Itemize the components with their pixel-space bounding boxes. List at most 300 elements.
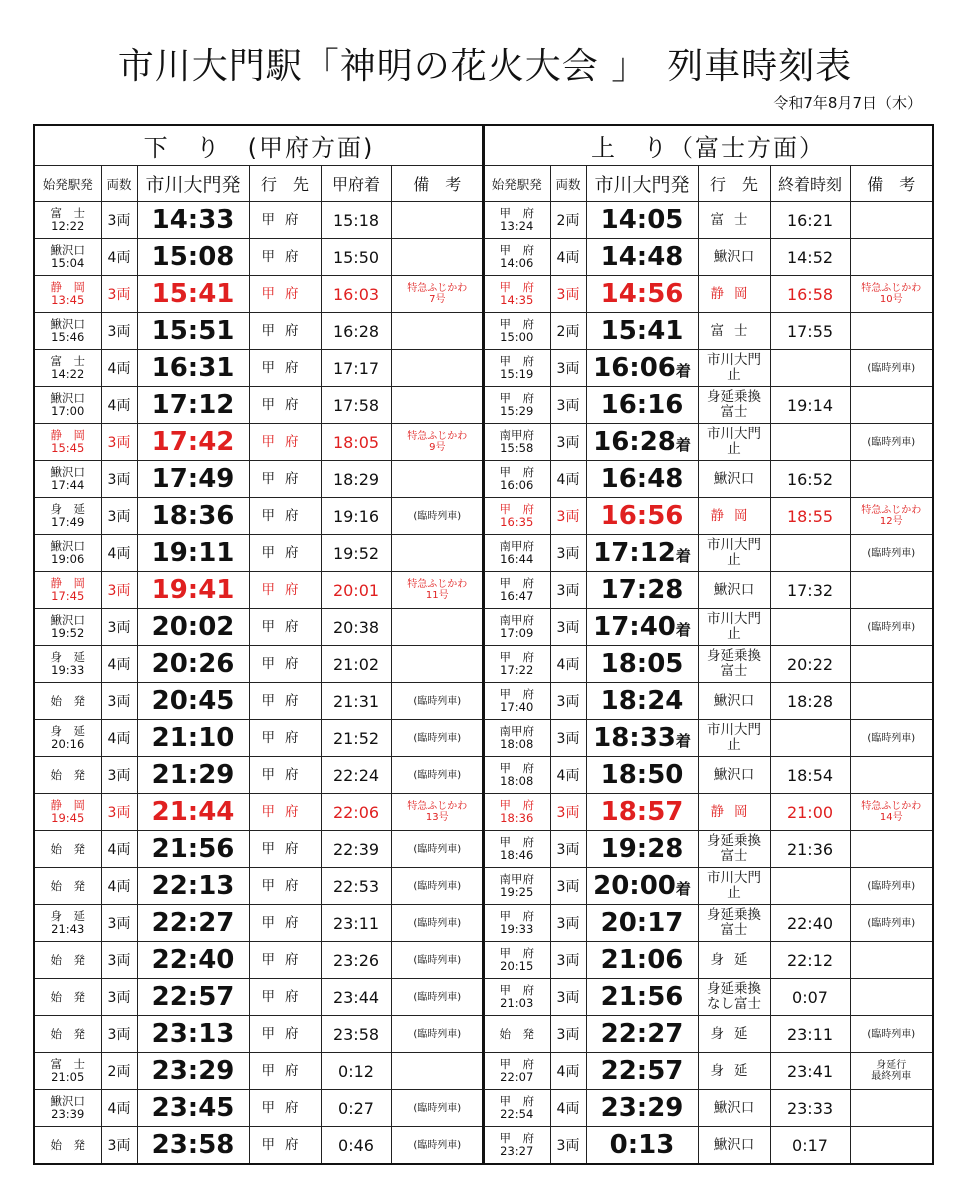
note-cell: (臨時列車)	[391, 868, 484, 905]
table-row	[483, 1127, 933, 1165]
departure-time	[137, 498, 249, 535]
departure-time-value: 20:45	[151, 686, 235, 716]
col-cars: 両数	[550, 166, 586, 202]
departure-time-value: 15:08	[151, 242, 235, 272]
origin-cell: 始 発	[34, 831, 101, 868]
note-cell: (臨時列車)	[850, 720, 933, 757]
col-destination: 行 先	[698, 166, 770, 202]
departure-time-value: 23:45	[151, 1093, 235, 1123]
departure-time-value: 16:06	[593, 353, 676, 383]
table-row	[34, 683, 484, 720]
table-row	[34, 905, 484, 942]
arrival-time: 0:12	[321, 1053, 391, 1090]
note-cell	[391, 535, 484, 572]
note-cell: (臨時列車)	[391, 979, 484, 1016]
departure-time-value: 20:26	[151, 649, 235, 679]
origin-cell: 甲 府 19:33	[483, 905, 550, 942]
arrival-time: 0:07	[770, 979, 850, 1016]
note-cell: 特急ふじかわ 13号	[391, 794, 484, 831]
table-row	[483, 683, 933, 720]
origin-cell: 鰍沢口 19:52	[34, 609, 101, 646]
destination-cell: 甲府	[249, 350, 321, 387]
note-cell	[850, 202, 933, 239]
table-row	[483, 424, 933, 461]
origin-cell: 富 士 21:05	[34, 1053, 101, 1090]
arrival-mark: 着	[675, 621, 691, 639]
arrival-mark: 着	[675, 880, 691, 898]
destination-cell: 静岡	[698, 276, 770, 313]
note-cell	[850, 239, 933, 276]
note-cell: (臨時列車)	[391, 1016, 484, 1053]
origin-cell: 静 岡 13:45	[34, 276, 101, 313]
table-row	[483, 942, 933, 979]
destination-cell: 鰍沢口	[698, 1127, 770, 1165]
origin-cell: 甲 府 21:03	[483, 979, 550, 1016]
arrival-time	[770, 535, 850, 572]
origin-cell: 始 発	[34, 757, 101, 794]
cars-cell: 4両	[550, 1090, 586, 1127]
origin-cell: 甲 府 23:27	[483, 1127, 550, 1165]
destination-cell: 市川大門 止	[698, 424, 770, 461]
departure-time-value: 17:40	[593, 612, 676, 642]
arrival-time: 23:11	[321, 905, 391, 942]
cars-cell: 4両	[550, 239, 586, 276]
departure-time	[586, 1053, 698, 1090]
origin-cell: 甲 府 15:19	[483, 350, 550, 387]
departure-time	[586, 313, 698, 350]
table-row	[34, 942, 484, 979]
note-cell: (臨時列車)	[850, 350, 933, 387]
table-row	[34, 794, 484, 831]
note-cell: (臨時列車)	[850, 535, 933, 572]
note-cell	[850, 683, 933, 720]
departure-time-value: 18:05	[600, 649, 684, 679]
note-cell: (臨時列車)	[391, 720, 484, 757]
table-row	[34, 535, 484, 572]
table-row	[34, 498, 484, 535]
origin-cell: 南甲府 15:58	[483, 424, 550, 461]
table-row	[483, 720, 933, 757]
destination-cell: 甲府	[249, 720, 321, 757]
departure-time-value: 20:02	[151, 612, 235, 642]
departure-time-value: 21:56	[600, 982, 684, 1012]
departure-time-value: 18:57	[600, 797, 684, 827]
note-cell	[850, 572, 933, 609]
arrival-time: 21:31	[321, 683, 391, 720]
departure-time-value: 22:13	[151, 871, 235, 901]
departure-time	[137, 313, 249, 350]
destination-cell: 身延乗換 なし富士	[698, 979, 770, 1016]
timetable-date: 令和7年8月7日（木）	[773, 94, 922, 112]
departure-time	[586, 202, 698, 239]
note-cell	[391, 387, 484, 424]
note-cell: (臨時列車)	[391, 1090, 484, 1127]
note-cell	[850, 1127, 933, 1165]
departure-time	[137, 757, 249, 794]
departure-time	[137, 979, 249, 1016]
note-cell	[850, 387, 933, 424]
origin-cell: 甲 府 14:06	[483, 239, 550, 276]
arrival-time: 23:33	[770, 1090, 850, 1127]
note-cell: 特急ふじかわ 10号	[850, 276, 933, 313]
departure-time-value: 16:28	[593, 427, 676, 457]
table-row	[34, 1016, 484, 1053]
cars-cell: 3両	[550, 979, 586, 1016]
arrival-time: 19:16	[321, 498, 391, 535]
departure-time	[586, 868, 698, 905]
arrival-time: 20:38	[321, 609, 391, 646]
departure-time	[137, 905, 249, 942]
cars-cell: 4両	[550, 757, 586, 794]
table-row	[483, 313, 933, 350]
table-row	[483, 1053, 933, 1090]
arrival-time: 18:54	[770, 757, 850, 794]
origin-cell: 甲 府 18:46	[483, 831, 550, 868]
departure-time-value: 21:10	[151, 723, 235, 753]
cars-cell: 3両	[101, 1016, 137, 1053]
origin-cell: 始 発	[483, 1016, 550, 1053]
departure-time-value: 0:13	[609, 1130, 675, 1160]
origin-cell: 身 延 20:16	[34, 720, 101, 757]
departure-time-value: 21:56	[151, 834, 235, 864]
origin-cell: 甲 府 16:35	[483, 498, 550, 535]
table-row	[34, 350, 484, 387]
destination-cell: 鰍沢口	[698, 683, 770, 720]
note-cell: (臨時列車)	[850, 424, 933, 461]
arrival-time: 0:17	[770, 1127, 850, 1165]
cars-cell: 4両	[550, 1053, 586, 1090]
destination-cell: 甲府	[249, 609, 321, 646]
origin-cell: 鰍沢口 15:04	[34, 239, 101, 276]
departure-time	[586, 831, 698, 868]
table-row	[483, 239, 933, 276]
departure-time	[137, 609, 249, 646]
departure-time-value: 17:28	[600, 575, 684, 605]
departure-time-value: 23:29	[151, 1056, 235, 1086]
cars-cell: 4両	[101, 831, 137, 868]
destination-cell: 甲府	[249, 831, 321, 868]
departure-time	[137, 868, 249, 905]
cars-cell: 3両	[101, 979, 137, 1016]
departure-time	[137, 1127, 249, 1165]
departure-time	[586, 979, 698, 1016]
col-departure: 市川大門発	[586, 166, 698, 202]
note-cell: 身延行 最終列車	[850, 1053, 933, 1090]
departure-time-value: 17:12	[593, 538, 676, 568]
origin-cell: 甲 府 17:40	[483, 683, 550, 720]
table-row	[483, 905, 933, 942]
cars-cell: 3両	[101, 794, 137, 831]
arrival-time: 18:29	[321, 461, 391, 498]
cars-cell: 4両	[101, 387, 137, 424]
destination-cell: 甲府	[249, 572, 321, 609]
note-cell	[391, 313, 484, 350]
arrival-time: 20:01	[321, 572, 391, 609]
departure-time-value: 17:12	[151, 390, 235, 420]
note-cell	[391, 646, 484, 683]
note-cell: (臨時列車)	[850, 868, 933, 905]
cars-cell: 3両	[550, 424, 586, 461]
destination-cell: 市川大門 止	[698, 609, 770, 646]
table-row	[483, 979, 933, 1016]
page-title: 市川大門駅「神明の花火大会 」 列車時刻表	[117, 46, 853, 87]
arrival-time: 15:18	[321, 202, 391, 239]
departure-time	[586, 239, 698, 276]
note-cell: 特急ふじかわ 7号	[391, 276, 484, 313]
destination-cell: 甲府	[249, 1053, 321, 1090]
origin-cell: 始 発	[34, 868, 101, 905]
arrival-time: 0:27	[321, 1090, 391, 1127]
departure-time	[137, 276, 249, 313]
cars-cell: 2両	[550, 313, 586, 350]
departure-time-value: 15:51	[151, 316, 235, 346]
arrival-time: 23:44	[321, 979, 391, 1016]
origin-cell: 南甲府 17:09	[483, 609, 550, 646]
table-row	[34, 1090, 484, 1127]
destination-cell: 静岡	[698, 794, 770, 831]
table-row	[483, 498, 933, 535]
origin-cell: 甲 府 18:08	[483, 757, 550, 794]
departure-time	[586, 276, 698, 313]
note-cell	[391, 239, 484, 276]
table-row	[483, 350, 933, 387]
departure-time-value: 22:27	[151, 908, 235, 938]
departure-time-value: 18:50	[600, 760, 684, 790]
departure-time-value: 16:48	[600, 464, 684, 494]
destination-cell: 甲府	[249, 313, 321, 350]
table-row	[34, 720, 484, 757]
destination-cell: 甲府	[249, 387, 321, 424]
arrival-time: 21:00	[770, 794, 850, 831]
origin-cell: 鰍沢口 15:46	[34, 313, 101, 350]
departure-time	[586, 572, 698, 609]
cars-cell: 3両	[101, 498, 137, 535]
cars-cell: 4両	[550, 646, 586, 683]
origin-cell: 身 延 17:49	[34, 498, 101, 535]
cars-cell: 3両	[550, 572, 586, 609]
arrival-time: 21:52	[321, 720, 391, 757]
departure-time	[586, 942, 698, 979]
arrival-time	[770, 720, 850, 757]
origin-cell: 甲 府 22:54	[483, 1090, 550, 1127]
cars-cell: 4両	[101, 720, 137, 757]
departure-time-value: 18:33	[593, 723, 676, 753]
arrival-time	[770, 609, 850, 646]
departure-time-value: 17:42	[151, 427, 235, 457]
table-row	[483, 276, 933, 313]
departure-time-value: 18:36	[151, 501, 235, 531]
table-row	[34, 239, 484, 276]
col-destination: 行 先	[249, 166, 321, 202]
cars-cell: 3両	[101, 609, 137, 646]
note-cell: (臨時列車)	[391, 757, 484, 794]
table-row	[34, 276, 484, 313]
table-row	[483, 1090, 933, 1127]
note-cell: (臨時列車)	[391, 683, 484, 720]
note-cell: (臨時列車)	[391, 498, 484, 535]
departure-time-value: 21:29	[151, 760, 235, 790]
arrival-time: 22:12	[770, 942, 850, 979]
table-row	[483, 1016, 933, 1053]
departure-time	[586, 609, 698, 646]
arrival-time: 16:58	[770, 276, 850, 313]
cars-cell: 3両	[550, 1127, 586, 1165]
arrival-time: 22:06	[321, 794, 391, 831]
note-cell	[391, 350, 484, 387]
table-row	[34, 1053, 484, 1090]
origin-cell: 始 発	[34, 683, 101, 720]
destination-cell: 身延乗換 富士	[698, 831, 770, 868]
origin-cell: 始 発	[34, 1127, 101, 1165]
arrival-time: 22:53	[321, 868, 391, 905]
destination-cell: 身延乗換 富士	[698, 646, 770, 683]
origin-cell: 静 岡 19:45	[34, 794, 101, 831]
departure-time	[137, 424, 249, 461]
note-cell: (臨時列車)	[391, 831, 484, 868]
table-row	[34, 868, 484, 905]
origin-cell: 鰍沢口 17:00	[34, 387, 101, 424]
note-cell: (臨時列車)	[850, 1016, 933, 1053]
destination-cell: 富士	[698, 313, 770, 350]
table-row	[483, 387, 933, 424]
note-cell	[391, 609, 484, 646]
departure-time	[137, 350, 249, 387]
note-cell	[850, 831, 933, 868]
table-row	[483, 461, 933, 498]
destination-cell: 市川大門 止	[698, 535, 770, 572]
note-cell: (臨時列車)	[850, 609, 933, 646]
cars-cell: 4両	[101, 350, 137, 387]
destination-cell: 鰍沢口	[698, 1090, 770, 1127]
cars-cell: 2両	[550, 202, 586, 239]
origin-cell: 鰍沢口 19:06	[34, 535, 101, 572]
departure-time-value: 21:44	[151, 797, 235, 827]
destination-cell: 甲府	[249, 868, 321, 905]
departure-time	[137, 572, 249, 609]
departure-time	[137, 535, 249, 572]
cars-cell: 4両	[101, 1090, 137, 1127]
departure-time	[137, 1016, 249, 1053]
origin-cell: 鰍沢口 17:44	[34, 461, 101, 498]
departure-time-value: 18:24	[600, 686, 684, 716]
table-row	[483, 646, 933, 683]
origin-cell: 鰍沢口 23:39	[34, 1090, 101, 1127]
table-row	[483, 535, 933, 572]
note-cell	[850, 757, 933, 794]
origin-cell: 甲 府 15:29	[483, 387, 550, 424]
departure-time	[586, 794, 698, 831]
origin-cell: 甲 府 18:36	[483, 794, 550, 831]
departure-time	[137, 831, 249, 868]
arrival-time: 17:58	[321, 387, 391, 424]
note-cell: 特急ふじかわ 12号	[850, 498, 933, 535]
departure-time-value: 14:56	[600, 279, 684, 309]
origin-cell: 南甲府 19:25	[483, 868, 550, 905]
destination-cell: 身延	[698, 1053, 770, 1090]
departure-time-value: 15:41	[151, 279, 235, 309]
arrival-time: 19:52	[321, 535, 391, 572]
departure-time-value: 19:11	[151, 538, 235, 568]
col-terminal-time: 終着時刻	[770, 166, 850, 202]
note-cell	[850, 461, 933, 498]
table-row	[34, 387, 484, 424]
departure-time	[137, 461, 249, 498]
cars-cell: 3両	[550, 794, 586, 831]
departure-time-value: 16:31	[151, 353, 235, 383]
cars-cell: 3両	[101, 313, 137, 350]
arrival-time: 22:40	[770, 905, 850, 942]
col-origin: 始発駅発	[483, 166, 550, 202]
origin-cell: 甲 府 22:07	[483, 1053, 550, 1090]
origin-cell: 静 岡 17:45	[34, 572, 101, 609]
cars-cell: 3両	[550, 535, 586, 572]
destination-cell: 身延	[698, 942, 770, 979]
arrival-time: 19:14	[770, 387, 850, 424]
table-row	[483, 868, 933, 905]
arrival-time	[770, 868, 850, 905]
origin-cell: 甲 府 14:35	[483, 276, 550, 313]
arrival-time: 17:55	[770, 313, 850, 350]
cars-cell: 3両	[550, 683, 586, 720]
arrival-time: 20:22	[770, 646, 850, 683]
arrival-time: 14:52	[770, 239, 850, 276]
departure-time-value: 20:00	[593, 871, 676, 901]
cars-cell: 3両	[101, 905, 137, 942]
cars-cell: 3両	[550, 831, 586, 868]
departure-time-value: 14:33	[151, 205, 235, 235]
arrival-time: 23:26	[321, 942, 391, 979]
table-row	[34, 313, 484, 350]
origin-cell: 始 発	[34, 942, 101, 979]
departure-time	[137, 1090, 249, 1127]
origin-cell: 甲 府 16:47	[483, 572, 550, 609]
table-row	[34, 979, 484, 1016]
destination-cell: 甲府	[249, 424, 321, 461]
destination-cell: 静岡	[698, 498, 770, 535]
destination-cell: 鰍沢口	[698, 239, 770, 276]
cars-cell: 3両	[550, 868, 586, 905]
arrival-mark: 着	[675, 732, 691, 750]
arrival-time: 21:36	[770, 831, 850, 868]
down-table	[33, 124, 485, 1165]
destination-cell: 甲府	[249, 646, 321, 683]
departure-time-value: 21:06	[600, 945, 684, 975]
note-cell	[850, 942, 933, 979]
cars-cell: 3両	[550, 350, 586, 387]
departure-time	[137, 646, 249, 683]
arrival-time: 22:24	[321, 757, 391, 794]
departure-time-value: 17:49	[151, 464, 235, 494]
destination-cell: 甲府	[249, 979, 321, 1016]
cars-cell: 3両	[101, 572, 137, 609]
destination-cell: 甲府	[249, 905, 321, 942]
cars-cell: 3両	[101, 942, 137, 979]
cars-cell: 4両	[101, 535, 137, 572]
arrival-time	[770, 424, 850, 461]
cars-cell: 3両	[101, 683, 137, 720]
table-row	[483, 794, 933, 831]
cars-cell: 3両	[550, 276, 586, 313]
cars-cell: 3両	[550, 609, 586, 646]
departure-time-value: 20:17	[600, 908, 684, 938]
destination-cell: 鰍沢口	[698, 461, 770, 498]
destination-cell: 市川大門 止	[698, 350, 770, 387]
destination-cell: 身延	[698, 1016, 770, 1053]
table-row	[483, 757, 933, 794]
origin-cell: 身 延 21:43	[34, 905, 101, 942]
departure-time-value: 23:29	[600, 1093, 684, 1123]
table-row	[483, 831, 933, 868]
